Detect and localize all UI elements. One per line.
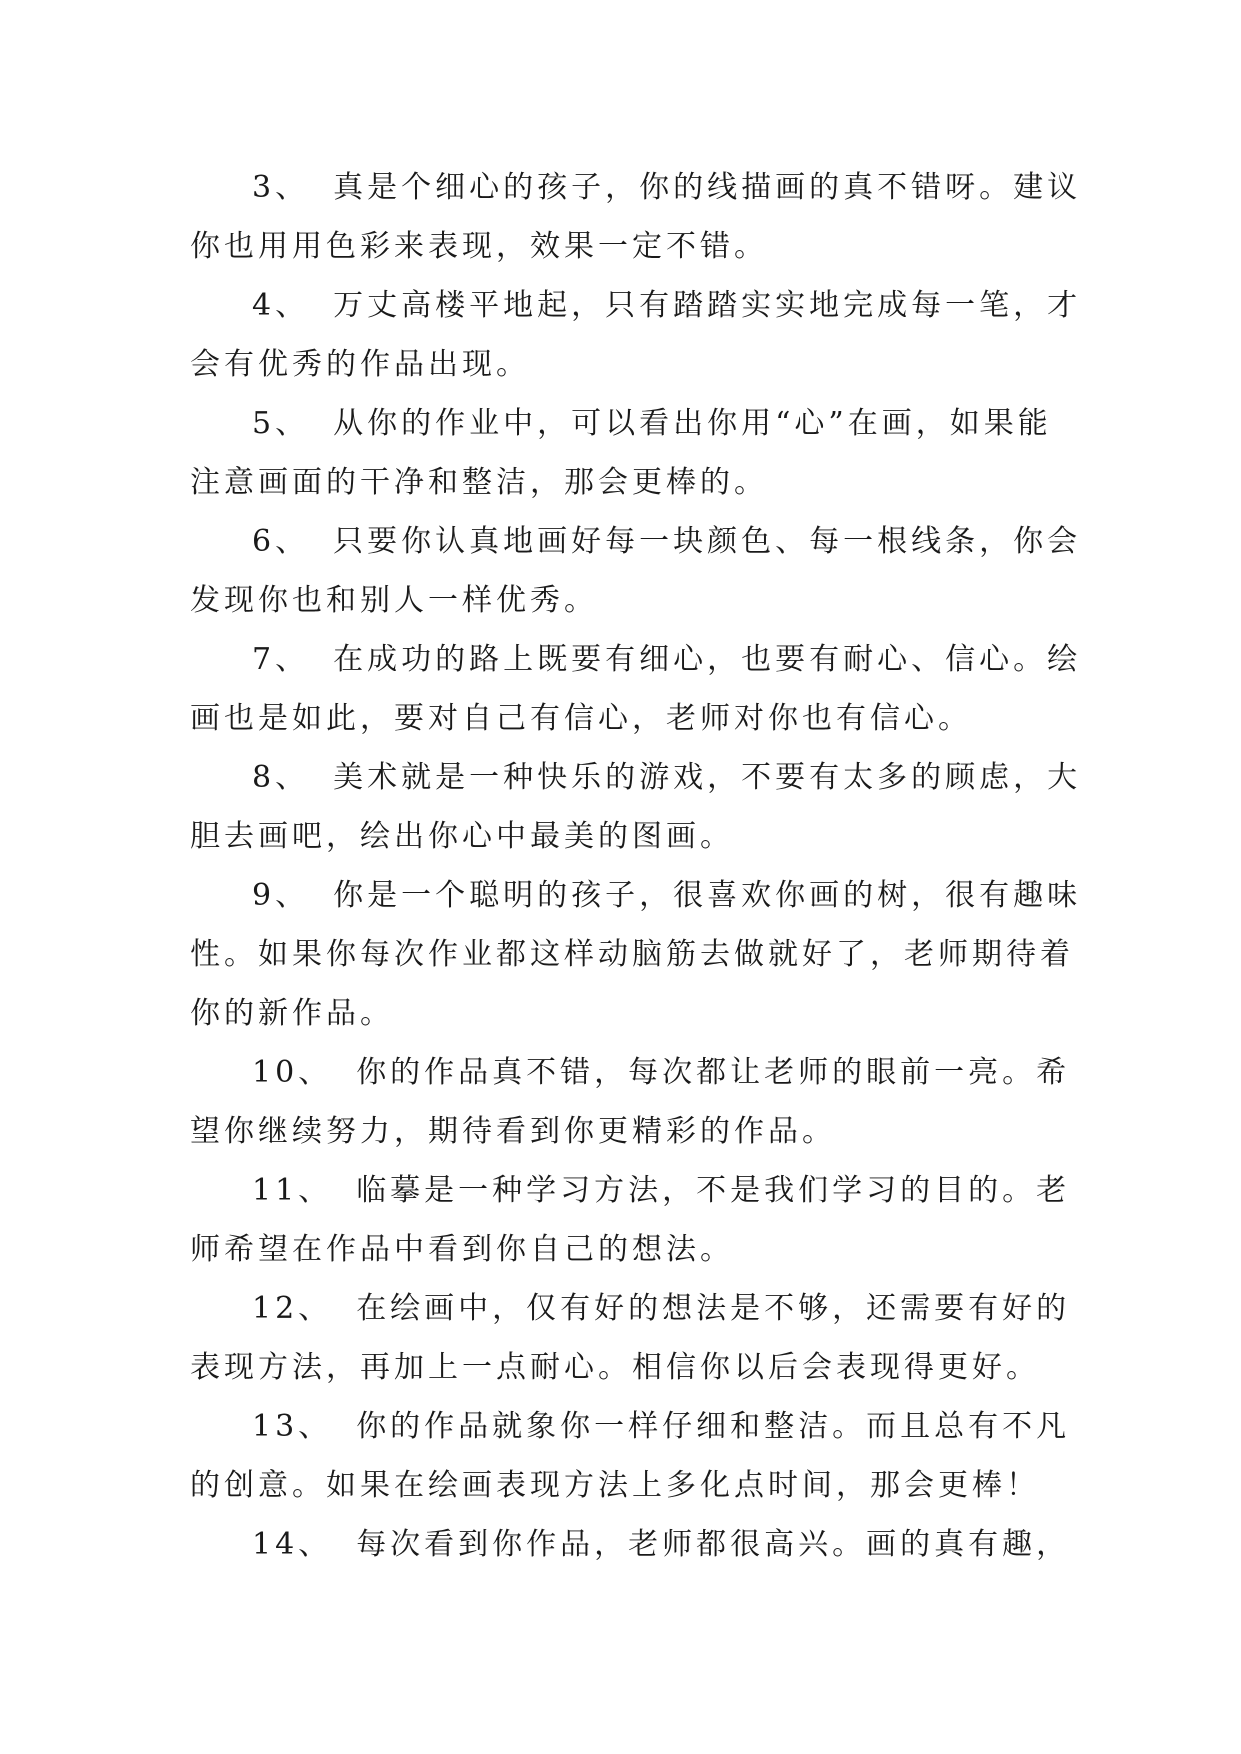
paragraph-14 bbox=[190, 1515, 1071, 1574]
paragraph-11 bbox=[190, 1161, 1071, 1279]
paragraph-13 bbox=[190, 1397, 1071, 1515]
paragraph-text: 只要你认真地画好每一块颜色、每一根线条，你会 bbox=[333, 524, 1082, 559]
paragraph-line bbox=[190, 630, 1082, 689]
paragraph-5 bbox=[190, 394, 1050, 512]
paragraph-line bbox=[190, 866, 1082, 925]
paragraph-line: 会有优秀的作品出现。 bbox=[190, 347, 530, 382]
paragraph-line: 表现方法，再加上一点耐心。相信你以后会表现得更好。 bbox=[190, 1350, 1040, 1385]
paragraph-line: 发现你也和别人一样优秀。 bbox=[190, 583, 598, 618]
paragraph-line bbox=[190, 1279, 1071, 1338]
paragraph-text: 你的作品真不错，每次都让老师的眼前一亮。希 bbox=[356, 1055, 1071, 1090]
paragraph-text: 万丈高楼平地起，只有踏踏实实地完成每一笔，才 bbox=[333, 288, 1082, 323]
paragraph-line: 胆去画吧，绘出你心中最美的图画。 bbox=[190, 819, 734, 854]
paragraph-line bbox=[190, 748, 1082, 807]
paragraph-line bbox=[190, 1515, 1071, 1574]
paragraph-text: 你是一个聪明的孩子，很喜欢你画的树，很有趣味 bbox=[333, 878, 1082, 913]
paragraph-number: 3、 bbox=[252, 170, 310, 205]
paragraph-text: 临摹是一种学习方法，不是我们学习的目的。老 bbox=[356, 1173, 1071, 1208]
paragraph-line: 画也是如此，要对自己有信心，老师对你也有信心。 bbox=[190, 701, 972, 736]
paragraph-text: 在成功的路上既要有细心，也要有耐心、信心。绘 bbox=[333, 642, 1082, 677]
paragraph-10 bbox=[190, 1043, 1071, 1161]
paragraph-number: 9、 bbox=[252, 878, 310, 913]
paragraph-line: 的创意。如果在绘画表现方法上多化点时间，那会更棒！ bbox=[190, 1468, 1040, 1503]
paragraph-text: 你的作品就象你一样仔细和整洁。而且总有不凡 bbox=[356, 1409, 1071, 1444]
paragraph-line bbox=[190, 158, 1082, 217]
paragraph-line: 你的新作品。 bbox=[190, 996, 394, 1031]
paragraph-8 bbox=[190, 748, 1082, 866]
paragraph-line bbox=[190, 512, 1082, 571]
paragraph-number: 14、 bbox=[252, 1527, 333, 1562]
paragraph-line bbox=[190, 1161, 1071, 1220]
paragraph-number: 10、 bbox=[252, 1055, 333, 1090]
paragraph-6 bbox=[190, 512, 1082, 630]
paragraph-line: 注意画面的干净和整洁，那会更棒的。 bbox=[190, 465, 768, 500]
paragraph-line: 望你继续努力，期待看到你更精彩的作品。 bbox=[190, 1114, 836, 1149]
paragraph-line bbox=[190, 1043, 1071, 1102]
paragraph-3 bbox=[190, 158, 1082, 276]
paragraph-number: 6、 bbox=[252, 524, 310, 559]
paragraph-number: 4、 bbox=[252, 288, 310, 323]
paragraph-text: 美术就是一种快乐的游戏，不要有太多的顾虑，大 bbox=[333, 760, 1082, 795]
paragraph-9 bbox=[190, 866, 1082, 1043]
paragraph-text: 每次看到你作品，老师都很高兴。画的真有趣， bbox=[356, 1527, 1071, 1562]
paragraph-number: 7、 bbox=[252, 642, 310, 677]
paragraph-4 bbox=[190, 276, 1082, 394]
paragraph-number: 12、 bbox=[252, 1291, 333, 1326]
paragraph-text: 在绘画中，仅有好的想法是不够，还需要有好的 bbox=[356, 1291, 1071, 1326]
paragraph-7 bbox=[190, 630, 1082, 748]
paragraph-line: 师希望在作品中看到你自己的想法。 bbox=[190, 1232, 734, 1267]
paragraph-number: 5、 bbox=[252, 406, 310, 441]
paragraph-line bbox=[190, 276, 1082, 335]
text-column bbox=[190, 158, 1082, 1574]
paragraph-line: 你也用用色彩来表现，效果一定不错。 bbox=[190, 229, 768, 264]
paragraph-12 bbox=[190, 1279, 1071, 1397]
paragraph-number: 11、 bbox=[252, 1173, 333, 1208]
paragraph-line: 性。如果你每次作业都这样动脑筋去做就好了，老师期待着 bbox=[190, 937, 1074, 972]
paragraph-line bbox=[190, 394, 1050, 453]
paragraph-line bbox=[190, 1397, 1071, 1456]
paragraph-text: 从你的作业中，可以看出你用“心”在画，如果能 bbox=[333, 406, 1052, 441]
paragraph-text: 真是个细心的孩子，你的线描画的真不错呀。建议 bbox=[333, 170, 1082, 205]
paragraph-number: 13、 bbox=[252, 1409, 333, 1444]
paragraph-number: 8、 bbox=[252, 760, 310, 795]
